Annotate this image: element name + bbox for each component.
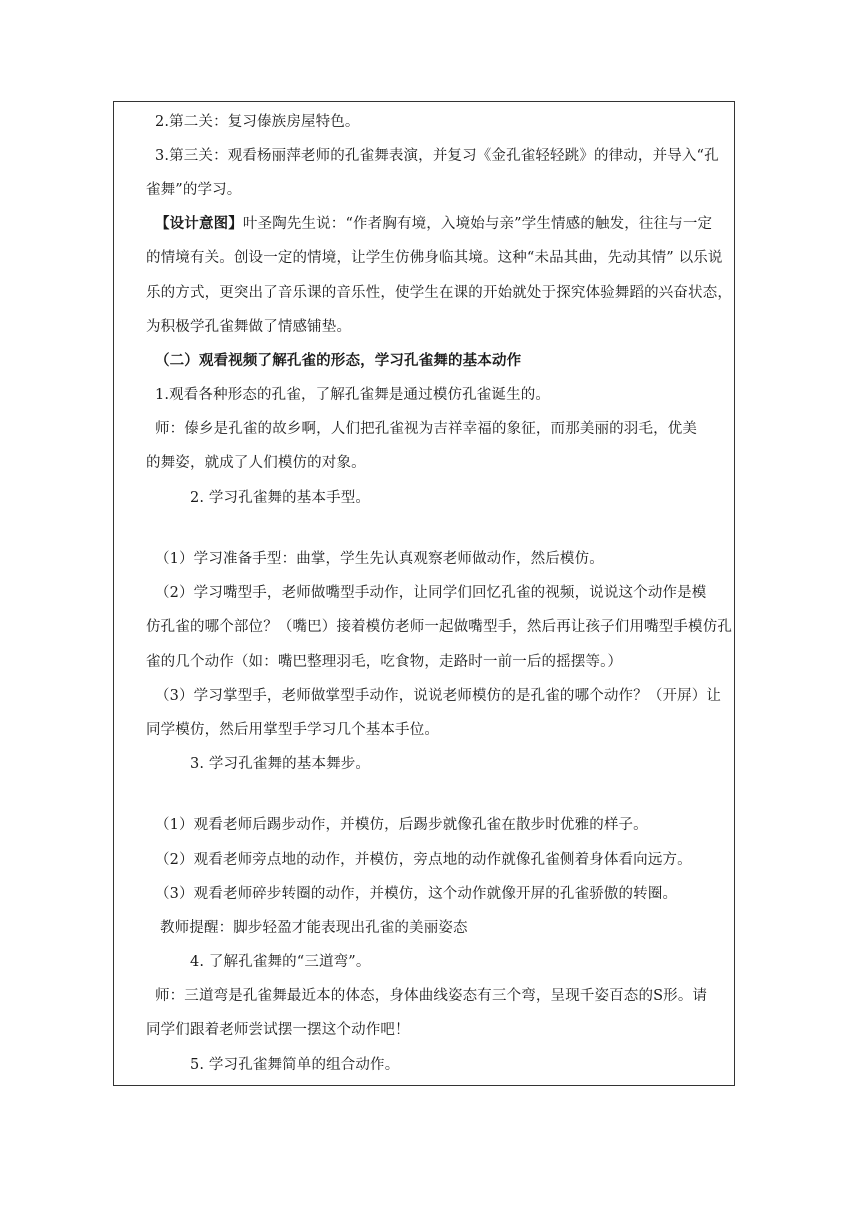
hand-shape-2-line1: （2）学习嘴型手，老师做嘴型手动作，让同学们回忆孔雀的视频，说说这个动作是模: [155, 585, 707, 601]
paragraph-level2: 2.第二关：复习傣族房屋特色。: [155, 114, 360, 130]
teacher-line1: 师：傣乡是孔雀的故乡啊，人们把孔雀视为吉祥幸福的象征，而那美丽的羽毛，优美: [155, 421, 698, 437]
design-intent-label: 【设计意图】: [155, 215, 243, 232]
section-heading: （二）观看视频了解孔雀的形态，学习孔雀舞的基本动作: [155, 352, 522, 369]
dance-step-2: （2）观看老师旁点地的动作，并模仿，旁点地的动作就像孔雀侧着身体看向远方。: [155, 852, 692, 868]
hand-shape-2-line2: 仿孔雀的哪个部位？（嘴巴）接着模仿老师一起做嘴型手，然后再让孩子们用嘴型手模仿孔: [146, 619, 732, 635]
hand-shape-3-line1: （3）学习掌型手，老师做掌型手动作，说说老师模仿的是孔雀的哪个动作？（开屏）让: [155, 688, 722, 704]
step5-heading: 5. 学习孔雀舞简单的组合动作。: [190, 1057, 400, 1073]
hand-shape-2-line3: 雀的几个动作（如：嘴巴整理羽毛，吃食物，走路时一前一后的摇摆等。）: [146, 654, 623, 670]
step2-heading: 2. 学习孔雀舞的基本手型。: [190, 490, 371, 506]
teacher-reminder: 教师提醒：脚步轻盈才能表现出孔雀的美丽姿态: [160, 920, 468, 936]
dance-step-1: （1）观看老师后踢步动作，并模仿，后踢步就像孔雀在散步时优雅的样子。: [155, 817, 648, 833]
dance-step-3: （3）观看老师碎步转圈的动作，并模仿，这个动作就像开屏的孔雀骄傲的转圈。: [155, 886, 678, 902]
hand-shape-3-line2: 同学模仿，然后用掌型手学习几个基本手位。: [146, 722, 439, 738]
three-bends-line2: 同学们跟着老师尝试摆一摆这个动作吧！: [146, 1022, 410, 1038]
design-intent-line1: [155, 214, 712, 234]
three-bends-line1: 师：三道弯是孔雀舞最近本的体态，身体曲线姿态有三个弯，呈现千姿百态的S形。请: [155, 988, 708, 1004]
design-intent-line4: 为积极学孔雀舞做了情感铺垫。: [146, 319, 352, 335]
teacher-line2: 的舞姿，就成了人们模仿的对象。: [146, 455, 366, 471]
design-intent-line2: 的情境有关。创设一定的情境，让学生仿佛身临其境。这种“未品其曲，先动其情” 以乐说: [146, 250, 723, 266]
step1-line: 1.观看各种形态的孔雀，了解孔雀舞是通过模仿孔雀诞生的。: [155, 387, 551, 403]
step3-heading: 3. 学习孔雀舞的基本舞步。: [190, 756, 371, 772]
design-intent-line3: 乐的方式，更突出了音乐课的音乐性，使学生在课的开始就处于探究体验舞蹈的兴奋状态，: [146, 285, 732, 301]
design-intent-text: 叶圣陶先生说：“作者胸有境，入境始与亲”学生情感的触发，往往与一定: [242, 216, 713, 232]
hand-shape-1: （1）学习准备手型：曲掌，学生先认真观察老师做动作，然后模仿。: [155, 551, 604, 567]
step4-heading: 4. 了解孔雀舞的“三道弯”。: [190, 954, 371, 970]
paragraph-level3-line1: 3.第三关：观看杨丽萍老师的孔雀舞表演，并复习《金孔雀轻轻跳》的律动，并导入“孔: [155, 148, 719, 164]
paragraph-level3-line2: 雀舞”的学习。: [146, 182, 242, 198]
